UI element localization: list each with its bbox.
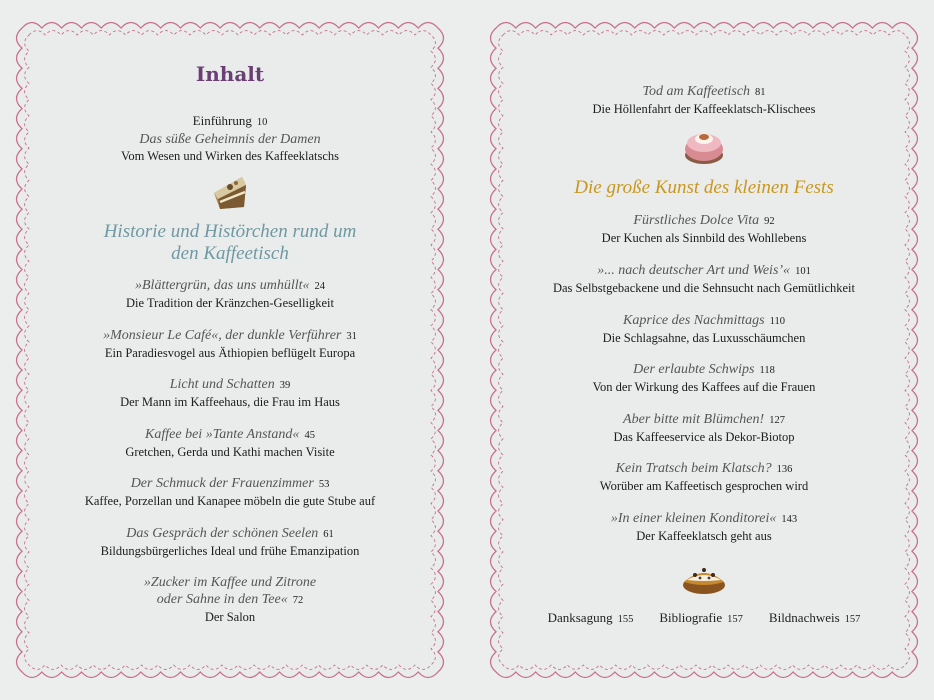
entry-subtitle: Kaffee, Porzellan und Kanapee möbeln die gute Stube auf <box>84 494 376 508</box>
right-page <box>482 14 926 686</box>
page-number: 45 <box>304 430 315 441</box>
entry-title: Das Gespräch der schönen Seelen <box>126 526 319 541</box>
entry-title: Fürstliches Dolce Vita <box>633 213 760 228</box>
entry-subtitle: Der Kuchen als Sinnbild des Wohllebens <box>601 231 807 245</box>
section-heading-historie <box>44 221 416 265</box>
section-heading-fest: Die große Kunst des kleinen Fests <box>574 177 834 198</box>
page-number: 136 <box>776 464 793 475</box>
entry-subtitle: Die Tradition der Kränzchen-Geselligkeit <box>126 296 334 310</box>
toc-entry[interactable] <box>44 475 416 509</box>
pink-donut-icon <box>682 125 726 167</box>
entry-title: »... nach deutscher Art und Weis’« <box>597 263 791 278</box>
footer-label: Bildnachweis <box>768 610 840 625</box>
entry-title: »Monsieur Le Café«, der dunkle Verführer <box>103 328 342 343</box>
entry-title: Einführung <box>192 113 252 128</box>
entry-title: Der erlaubte Schwips <box>633 362 755 377</box>
toc-entry[interactable] <box>518 262 890 296</box>
entry-title: Der Schmuck der Frauenzimmer <box>130 476 314 491</box>
toc-entry[interactable] <box>518 361 890 395</box>
page-number: 157 <box>727 614 743 625</box>
entry-subtitle: Die Höllenfahrt der Kaffeeklatsch-Klischees <box>592 102 816 116</box>
page-number: 92 <box>764 216 775 227</box>
entry-title: »Blättergrün, das uns umhüllt« <box>135 278 310 293</box>
entry-title: Kein Tratsch beim Klatsch? <box>615 461 772 476</box>
entry-title: Kaprice des Nachmittags <box>623 313 765 328</box>
entry-subtitle: Vom Wesen und Wirken des Kaffeeklatschs <box>120 149 339 163</box>
page-number: 110 <box>769 316 785 327</box>
entry-title: Aber bitte mit Blümchen! <box>623 412 765 427</box>
entry-title-line: »Zucker im Kaffee und Zitrone <box>143 575 317 590</box>
page-number: 10 <box>256 117 268 128</box>
footer-links <box>518 610 890 626</box>
toc-entry[interactable] <box>518 212 890 246</box>
entry-subtitle: Von der Wirkung des Kaffees auf die Frauen <box>592 380 816 394</box>
toc-entry-salon[interactable] <box>44 574 416 625</box>
entry-subtitle: Das Kaffeeservice als Dekor-Biotop <box>613 430 795 444</box>
page-number: 155 <box>617 614 634 625</box>
entry-title: Licht und Schatten <box>169 377 275 392</box>
cream-puff-icon <box>681 558 727 596</box>
cake-slice-icon <box>210 171 250 213</box>
toc-entry[interactable] <box>44 277 416 311</box>
footer-item-bibliografie[interactable] <box>659 610 743 626</box>
entry-italic: Das süße Geheimnis der Damen <box>139 132 321 147</box>
toc-entry[interactable] <box>44 525 416 559</box>
entry-subtitle: Bildungsbürgerliches Ideal und frühe Emanzipation <box>100 544 360 558</box>
footer-label: Danksagung <box>547 610 613 625</box>
toc-entry-intro[interactable] <box>44 112 416 164</box>
entry-title: Kaffee bei »Tante Anstand« <box>145 427 300 442</box>
entry-subtitle: Die Schlagsahne, das Luxusschäumchen <box>602 331 806 345</box>
page-number: 61 <box>323 529 334 540</box>
page-number: 39 <box>279 380 291 391</box>
page-number: 24 <box>314 281 325 292</box>
page-number: 143 <box>781 514 798 525</box>
page-number: 118 <box>759 365 775 376</box>
toc-entry[interactable] <box>518 312 890 346</box>
section-heading-line: Historie und Histörchen rund um <box>103 221 357 242</box>
toc-entry[interactable] <box>44 327 416 361</box>
entry-title: Tod am Kaffeetisch <box>642 84 751 99</box>
page-number: 101 <box>795 266 811 277</box>
entry-title-line: oder Sahne in den Tee« <box>156 592 288 607</box>
page-number: 81 <box>755 87 766 98</box>
toc-entry[interactable] <box>518 460 890 494</box>
page-number: 72 <box>292 595 304 606</box>
toc-entry[interactable] <box>518 510 890 544</box>
page-number: 53 <box>318 479 330 490</box>
entry-subtitle: Worüber am Kaffeetisch gesprochen wird <box>599 479 809 493</box>
left-page <box>8 14 452 686</box>
page-number: 31 <box>346 331 357 342</box>
footer-item-danksagung[interactable] <box>548 610 634 626</box>
page-number: 127 <box>769 415 785 426</box>
footer-item-bildnachweis[interactable] <box>769 610 861 626</box>
footer-label: Bibliografie <box>659 610 723 625</box>
entry-subtitle: Der Mann im Kaffeehaus, die Frau im Haus <box>120 395 340 409</box>
toc-entry[interactable] <box>518 83 890 117</box>
toc-entry[interactable] <box>44 426 416 460</box>
toc-entry[interactable] <box>518 411 890 445</box>
toc-entry[interactable] <box>44 376 416 410</box>
page-title: Inhalt <box>195 62 265 86</box>
entry-subtitle: Der Salon <box>204 610 256 624</box>
entry-title: »In einer kleinen Konditorei« <box>610 511 777 526</box>
entry-subtitle: Das Selbstgebackene und die Sehnsucht nach Gemütlichkeit <box>552 281 855 295</box>
entry-subtitle: Ein Paradiesvogel aus Äthiopien beflügelt Europa <box>104 346 356 360</box>
section-heading-line: den Kaffeetisch <box>171 243 289 264</box>
entry-subtitle: Gretchen, Gerda und Kathi machen Visite <box>125 445 335 459</box>
entry-subtitle: Der Kaffeeklatsch geht aus <box>636 529 772 543</box>
page-number: 157 <box>844 614 861 625</box>
